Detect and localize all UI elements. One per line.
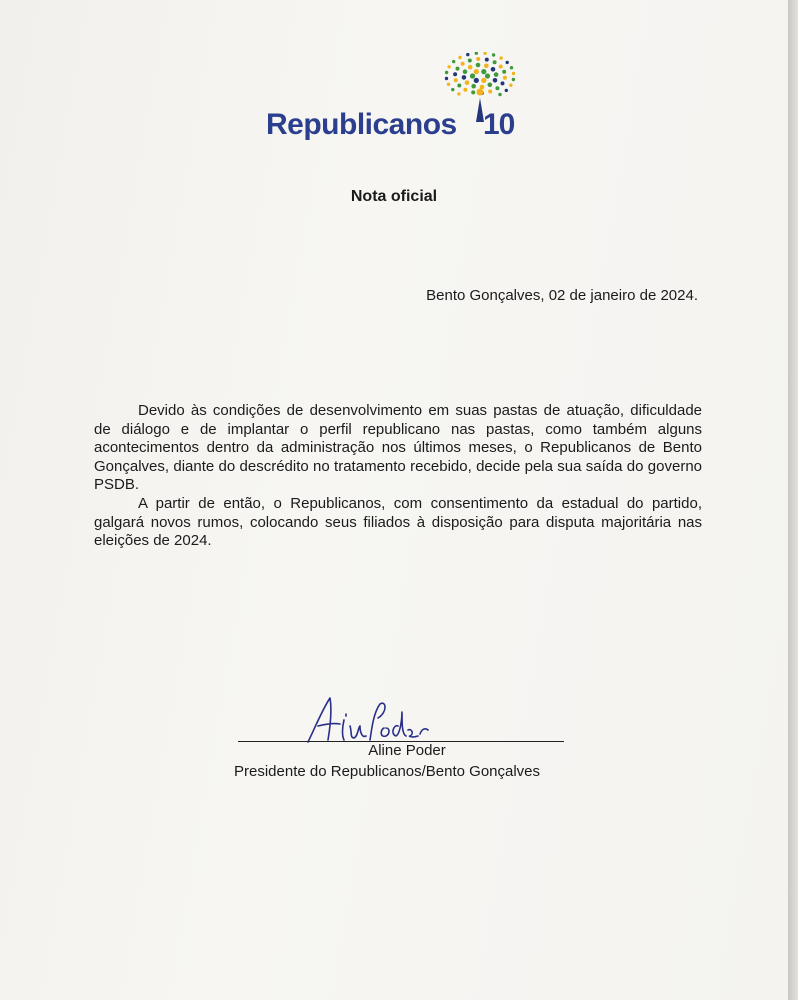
party-logo <box>266 52 526 147</box>
document-title-text: Nota oficial <box>350 188 438 205</box>
logo-wordmark: Republicanos <box>266 108 457 141</box>
logo-number: 10 <box>483 108 515 141</box>
place-date: Bento Gonçalves, 02 de janeiro de 2024. <box>426 287 698 304</box>
document-body <box>94 402 702 551</box>
signer-name: Aline Poder <box>368 742 446 759</box>
page-edge <box>788 0 798 1000</box>
paragraph: Devido às condições de desenvolvimento em suas pastas de atuação, dificuldade de diálogo e de implantar o perfil republicano nas pastas, como também alguns acontecimentos dentro da administração nos últimos meses, o Republicanos de Bento Gonçalves, diante do descrédito no tratamento recebido, decide pela sua saída do governo PSDB. <box>94 402 702 494</box>
paragraph: A partir de então, o Republicanos, com consentimento da estadual do partido, galgará novos rumos, colocando seus filiados à disposição para disputa majoritária nas eleições de 2024. <box>94 494 702 550</box>
signer-role: Presidente do Republicanos/Bento Gonçalves <box>234 763 541 780</box>
document-title <box>0 188 788 206</box>
